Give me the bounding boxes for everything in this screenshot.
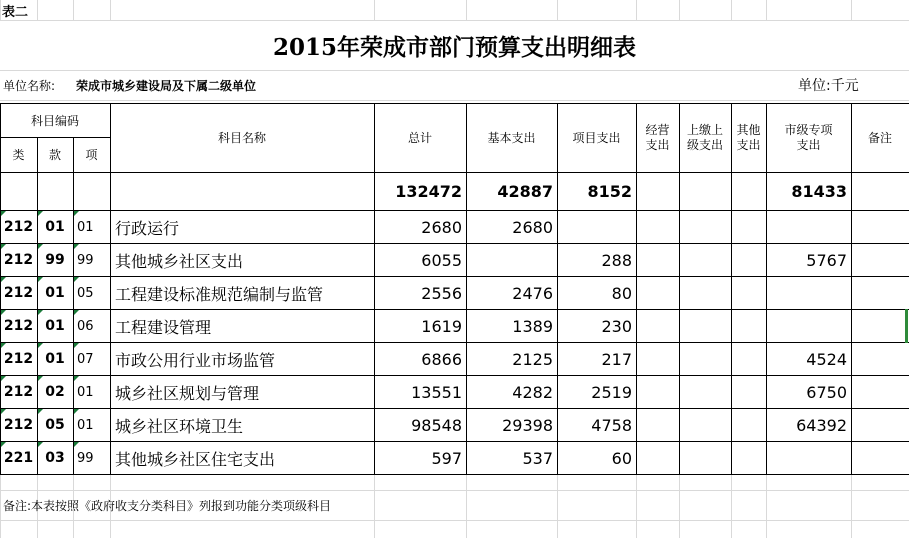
grid-h-line (0, 70, 909, 71)
row-xiang[interactable]: 01 (77, 417, 94, 433)
cell-indicator-icon (1, 442, 6, 447)
row-project[interactable]: 80 (611, 283, 632, 303)
row-subject-name[interactable]: 行政运行 (115, 218, 180, 238)
row-subject-name[interactable]: 其他城乡社区住宅支出 (115, 449, 276, 469)
row-project[interactable] (557, 211, 636, 243)
grid-v-line (110, 0, 111, 20)
cell-indicator-icon (38, 442, 43, 447)
header-kuan: 款 (48, 148, 61, 162)
row-municipal[interactable]: 64392 (796, 415, 847, 435)
row-xiang[interactable]: 05 (77, 285, 94, 301)
row-basic[interactable]: 4282 (512, 382, 553, 402)
grid-v-line (636, 474, 637, 538)
row-basic[interactable]: 2680 (512, 217, 553, 237)
row-municipal[interactable] (766, 442, 851, 474)
cell-indicator-icon (38, 310, 43, 315)
footnote: 备注:本表按照《政府收支分类科目》列报到功能分类项级科目 (3, 498, 332, 513)
row-lei[interactable]: 212 (3, 384, 34, 400)
row-total[interactable]: 98548 (411, 415, 462, 435)
row-project[interactable]: 217 (601, 349, 632, 369)
cell-indicator-icon (38, 277, 43, 282)
grid-h-line (0, 20, 909, 21)
row-subject-name[interactable]: 工程建设管理 (115, 317, 212, 337)
grid-v-line (851, 474, 852, 538)
grid-v-line (557, 0, 558, 20)
row-total[interactable]: 597 (431, 448, 462, 468)
row-kuan[interactable]: 03 (45, 450, 65, 466)
cell-indicator-icon (74, 310, 79, 315)
header-municipal: 市级专项支出 (784, 122, 833, 152)
row-xiang[interactable]: 06 (77, 318, 94, 334)
grid-h-line (0, 520, 909, 521)
row-subject-name[interactable]: 工程建设标准规范编制与监管 (115, 284, 324, 304)
cell-indicator-icon (74, 277, 79, 282)
grid-v-line (731, 474, 732, 538)
row-total[interactable]: 2556 (421, 283, 462, 303)
header-operating: 经营支出 (645, 122, 670, 152)
header-superior: 上缴上级支出 (686, 122, 723, 152)
row-project[interactable]: 288 (601, 250, 632, 270)
row-project[interactable]: 230 (601, 316, 632, 336)
grid-h-line (0, 490, 909, 491)
row-subject-name[interactable]: 市政公用行业市场监管 (115, 350, 276, 370)
row-lei[interactable]: 212 (3, 219, 34, 235)
row-kuan[interactable]: 01 (45, 351, 65, 367)
grid-v-line (766, 0, 767, 20)
cell-indicator-icon (38, 376, 43, 381)
grid-v-line (731, 0, 732, 20)
row-basic[interactable] (466, 244, 557, 276)
row-project[interactable]: 2519 (591, 382, 632, 402)
header-project: 项目支出 (572, 131, 621, 145)
row-basic[interactable]: 537 (522, 448, 553, 468)
grid-v-line (851, 0, 852, 20)
cell-indicator-icon (74, 409, 79, 414)
cell-indicator-icon (1, 211, 6, 216)
row-lei[interactable]: 212 (3, 417, 34, 433)
grid-h-line (0, 100, 909, 101)
grid-v-line (766, 474, 767, 538)
cell-indicator-icon (1, 343, 6, 348)
cell-indicator-icon (74, 442, 79, 447)
row-kuan[interactable]: 01 (45, 318, 65, 334)
row-subject-name[interactable]: 城乡社区环境卫生 (115, 416, 244, 436)
cell-indicator-icon (38, 244, 43, 249)
table-border (0, 474, 909, 475)
total-municipal[interactable]: 81433 (791, 181, 847, 201)
row-municipal[interactable]: 5767 (806, 250, 847, 270)
header-subject-code: 科目编码 (30, 113, 79, 128)
row-total[interactable]: 2680 (421, 217, 462, 237)
row-kuan[interactable]: 01 (45, 219, 65, 235)
total-sum[interactable]: 132472 (395, 181, 462, 201)
cell-indicator-icon (1, 310, 6, 315)
row-basic[interactable]: 2125 (512, 349, 553, 369)
header-total: 总计 (407, 131, 432, 145)
cell-indicator-icon (1, 376, 6, 381)
sheet-label: 表二 (2, 4, 29, 20)
row-project[interactable]: 4758 (591, 415, 632, 435)
header-basic: 基本支出 (487, 131, 536, 145)
row-xiang[interactable]: 01 (77, 219, 94, 235)
row-xiang[interactable]: 99 (77, 450, 94, 466)
row-total[interactable]: 6866 (421, 349, 462, 369)
row-xiang[interactable]: 99 (77, 252, 94, 268)
row-lei[interactable]: 212 (3, 285, 34, 301)
row-municipal[interactable] (766, 211, 851, 243)
unit-name: 荣成市城乡建设局及下属二级单位 (76, 78, 257, 93)
total-basic[interactable]: 42887 (497, 181, 553, 201)
unit-label: 单位:千元 (798, 78, 859, 94)
cell-indicator-icon (74, 343, 79, 348)
row-kuan[interactable]: 01 (45, 285, 65, 301)
row-xiang[interactable]: 01 (77, 384, 94, 400)
header-other: 其他支出 (736, 122, 761, 152)
row-total[interactable]: 6055 (421, 250, 462, 270)
row-project[interactable]: 60 (611, 448, 632, 468)
cell-indicator-icon (1, 409, 6, 414)
row-basic[interactable]: 29398 (502, 415, 553, 435)
selection-marker (905, 309, 908, 343)
grid-v-line (466, 0, 467, 20)
cell-indicator-icon (74, 376, 79, 381)
cell-indicator-icon (38, 343, 43, 348)
grid-v-line (636, 0, 637, 20)
row-lei[interactable]: 212 (3, 252, 34, 268)
grid-v-line (73, 0, 74, 20)
page-title: 2015年荣成市部门预算支出明细表 (272, 33, 636, 61)
header-xiang: 项 (85, 148, 98, 162)
row-total[interactable]: 1619 (421, 316, 462, 336)
header-subject-name: 科目名称 (217, 131, 266, 145)
grid-v-line (374, 0, 375, 20)
row-lei[interactable]: 212 (3, 318, 34, 334)
row-kuan[interactable]: 02 (45, 384, 65, 400)
cell-indicator-icon (38, 409, 43, 414)
row-total[interactable]: 13551 (411, 382, 462, 402)
row-subject-name[interactable]: 城乡社区规划与管理 (115, 383, 260, 403)
grid-v-line (679, 0, 680, 20)
header-lei: 类 (12, 148, 25, 162)
total-project[interactable]: 8152 (587, 181, 632, 201)
row-basic[interactable]: 2476 (512, 283, 553, 303)
row-lei[interactable]: 221 (3, 450, 34, 466)
row-municipal[interactable]: 4524 (806, 349, 847, 369)
row-subject-name[interactable]: 其他城乡社区支出 (115, 251, 244, 271)
row-lei[interactable]: 212 (3, 351, 34, 367)
row-municipal[interactable]: 6750 (806, 382, 847, 402)
unit-name-label: 单位名称: (3, 78, 56, 93)
cell-indicator-icon (74, 211, 79, 216)
row-municipal[interactable] (766, 310, 851, 342)
cell-indicator-icon (1, 244, 6, 249)
row-basic[interactable]: 1389 (512, 316, 553, 336)
cell-indicator-icon (1, 277, 6, 282)
header-note: 备注 (867, 131, 892, 145)
row-kuan[interactable]: 99 (45, 252, 65, 268)
cell-indicator-icon (74, 244, 79, 249)
cell-indicator-icon (38, 211, 43, 216)
row-kuan[interactable]: 05 (45, 417, 65, 433)
row-xiang[interactable]: 07 (77, 351, 94, 367)
grid-v-line (679, 474, 680, 538)
row-municipal[interactable] (766, 277, 851, 309)
